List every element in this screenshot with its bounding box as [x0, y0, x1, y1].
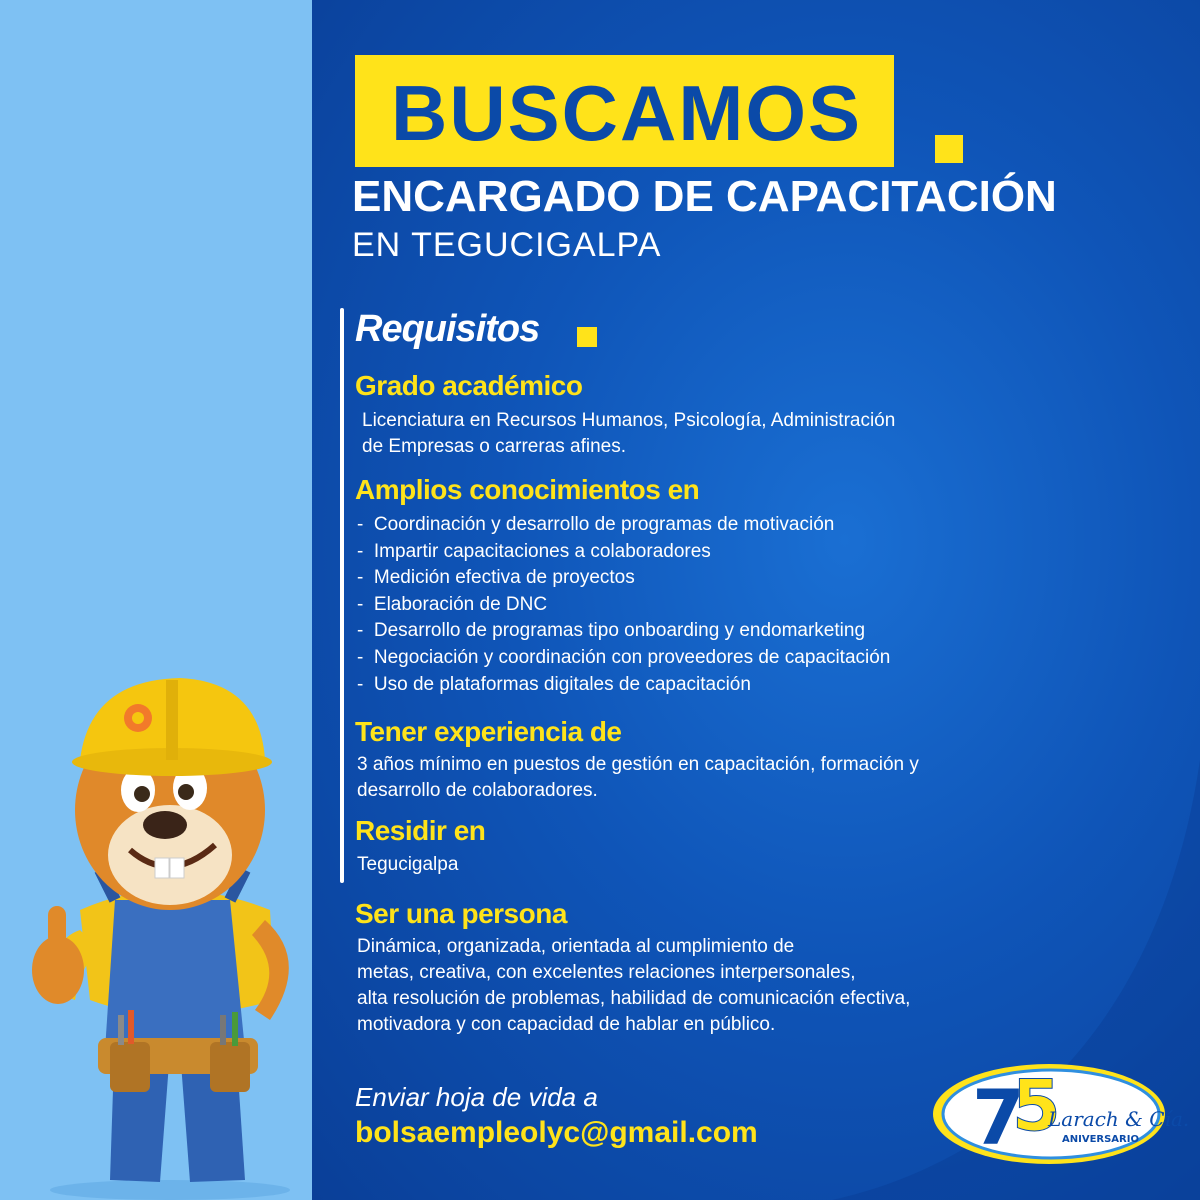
experience-heading: Tener experiencia de	[355, 716, 622, 747]
headline-dot	[935, 135, 963, 163]
logo-seven: 7	[972, 1073, 1025, 1162]
person-heading: Ser una persona	[355, 898, 567, 929]
logo-caption: ANIVERSARIO	[1062, 1134, 1139, 1145]
list-item: - Medición efectiva de proyectos	[357, 565, 890, 592]
knowledge-heading: Amplios conocimientos en	[355, 474, 700, 505]
experience-line-1: 3 años mínimo en puestos de gestión en capacitación, formación y	[357, 754, 919, 775]
list-item: - Coordinación y desarrollo de programas de motivación	[357, 512, 890, 539]
academic-heading: Grado académico	[355, 370, 583, 401]
beaver-mascot-illustration	[20, 670, 320, 1200]
residence-heading: Residir en	[355, 815, 486, 846]
person-line-1: Dinámica, organizada, orientada al cumplimiento de	[357, 936, 795, 957]
residence-value: Tegucigalpa	[357, 854, 459, 875]
headline-banner	[355, 55, 894, 167]
list-item: - Elaboración de DNC	[357, 592, 890, 619]
experience-line-2: desarrollo de colaboradores.	[357, 780, 598, 801]
anniversary-logo	[930, 1060, 1190, 1168]
list-item: - Uso de plataformas digitales de capacitación	[357, 672, 890, 699]
person-line-2: metas, creativa, con excelentes relaciones interpersonales,	[357, 962, 856, 983]
location-subtitle: EN TEGUCIGALPA	[352, 226, 662, 264]
requirements-title: Requisitos	[355, 308, 540, 350]
logo-five: 5	[1012, 1065, 1061, 1147]
section-divider	[340, 308, 344, 883]
list-item: - Negociación y coordinación con proveedores de capacitación	[357, 645, 890, 672]
knowledge-list	[357, 512, 890, 698]
headline: BUSCAMOS	[355, 55, 894, 167]
requirements-bullet	[577, 327, 597, 347]
list-item: - Desarrollo de programas tipo onboarding y endomarketing	[357, 618, 890, 645]
logo-brand: Larach & Cía.	[1048, 1107, 1190, 1131]
person-line-4: motivadora y con capacidad de hablar en público.	[357, 1014, 776, 1035]
person-line-3: alta resolución de problemas, habilidad de comunicación efectiva,	[357, 988, 911, 1009]
list-item: - Impartir capacitaciones a colaboradores	[357, 539, 890, 566]
contact-label: Enviar hoja de vida a	[355, 1082, 598, 1112]
academic-line-2: de Empresas o carreras afines.	[362, 436, 627, 457]
contact-email[interactable]: bolsaempleolyc@gmail.com	[355, 1116, 758, 1149]
position-title: ENCARGADO DE CAPACITACIÓN	[352, 172, 1057, 221]
academic-line-1: Licenciatura en Recursos Humanos, Psicología, Administración	[362, 410, 896, 431]
